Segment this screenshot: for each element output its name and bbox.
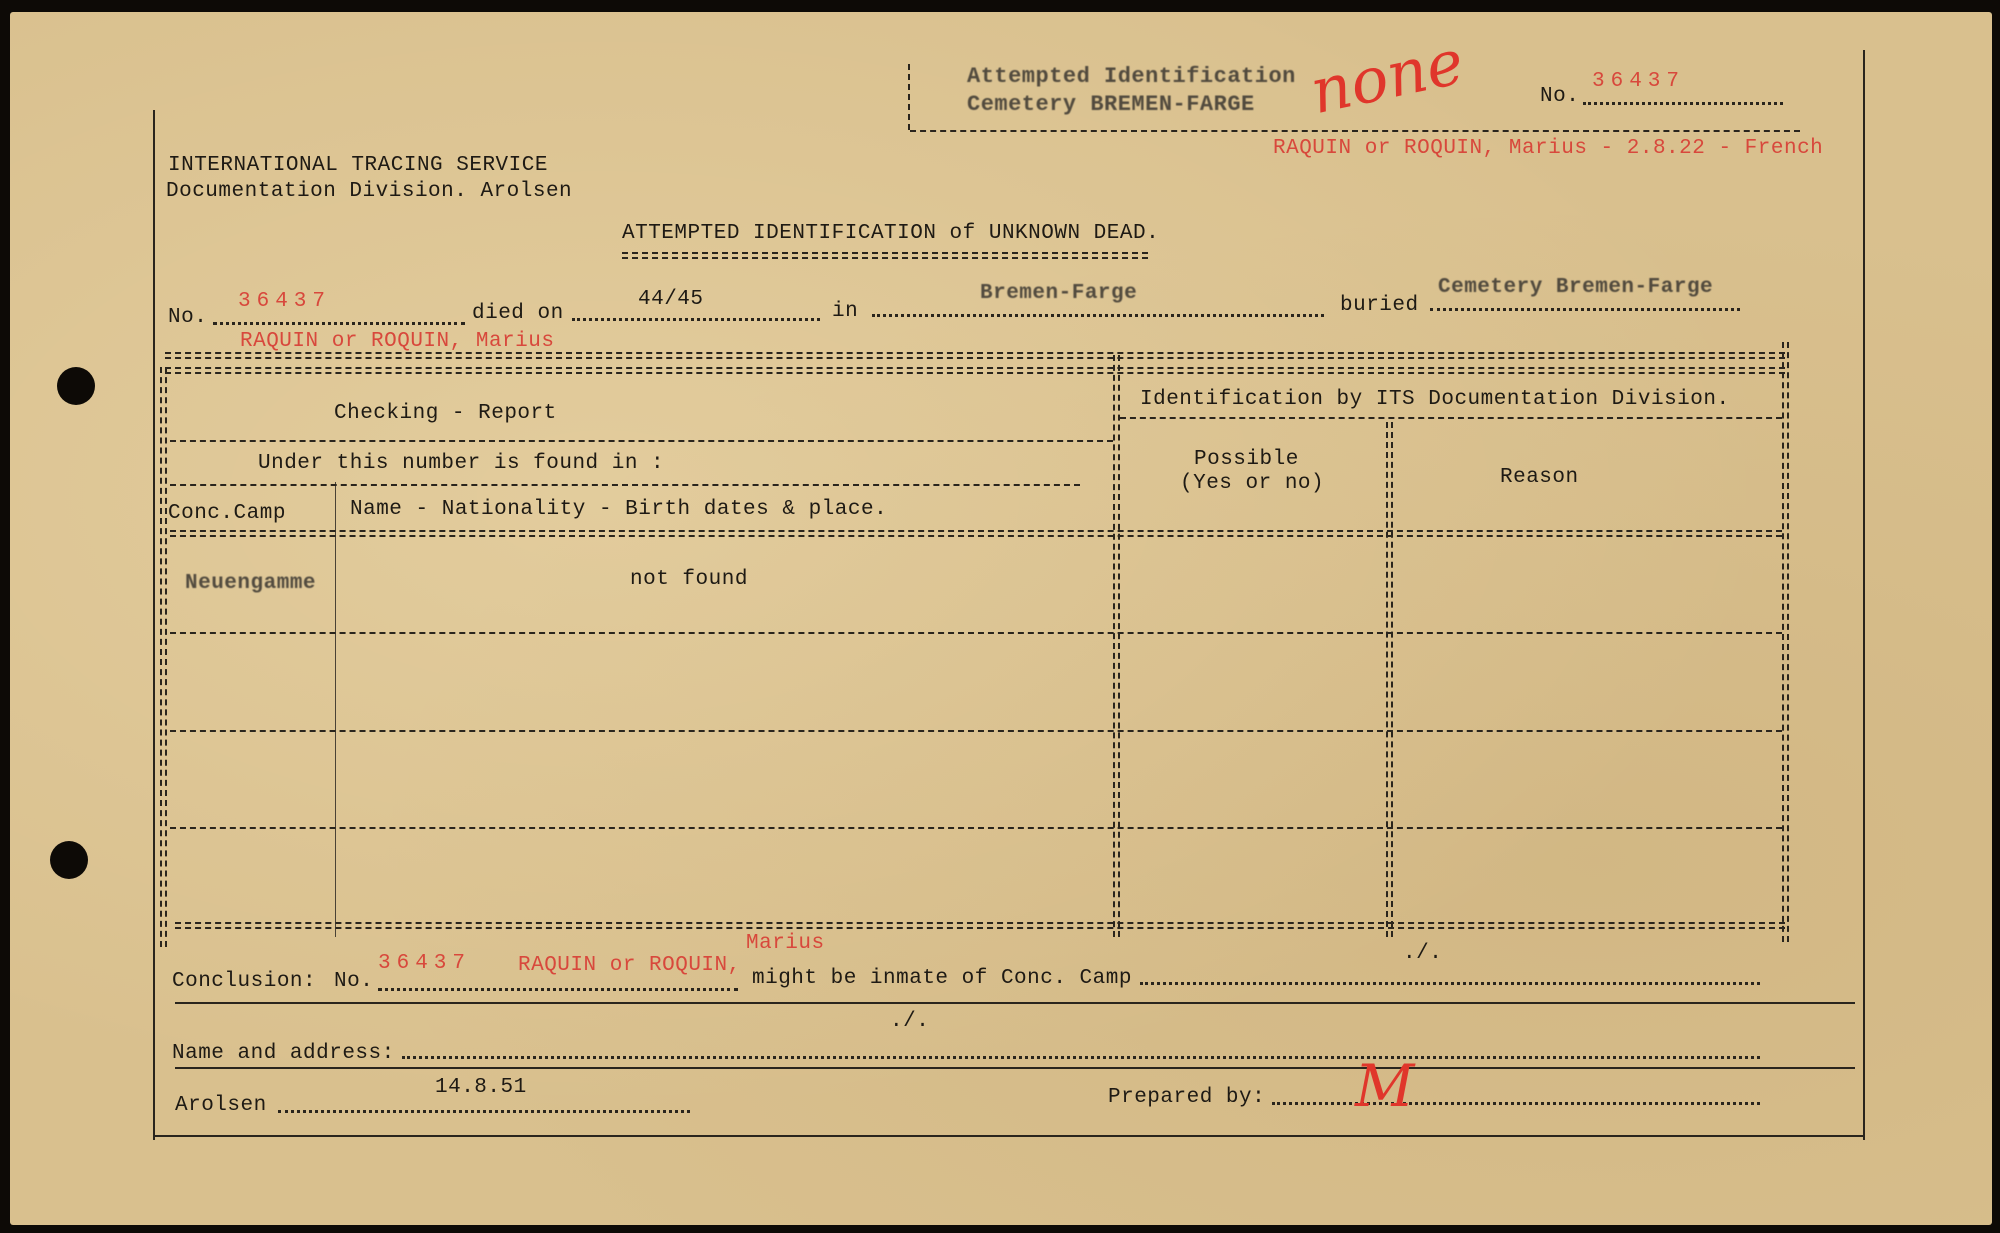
table-row-3-divider	[170, 827, 1782, 829]
table-row-1-camp: Neuengamme	[185, 572, 317, 595]
buried-dots	[1430, 308, 1740, 311]
name-address-rule	[175, 1067, 1855, 1069]
checking-report-header: Checking - Report	[334, 402, 557, 425]
conclusion-rule	[175, 1002, 1855, 1004]
column-header-underline	[170, 530, 1782, 537]
stamp-no-label: No.	[1540, 85, 1580, 108]
prepared-by-label: Prepared by:	[1108, 1086, 1266, 1109]
title-underline	[622, 252, 1148, 259]
table-bottom-border	[175, 922, 1785, 929]
in-dots	[872, 314, 1324, 317]
stamp-box-left-border	[908, 64, 910, 130]
date-value: 14.8.51	[435, 1076, 527, 1099]
conclusion-text: might be inmate of Conc. Camp	[752, 967, 1132, 990]
table-row-2-divider	[170, 730, 1782, 732]
table-mid-divider	[1113, 355, 1120, 937]
punch-hole-bottom	[50, 841, 88, 879]
org-line-1: INTERNATIONAL TRACING SERVICE	[168, 154, 548, 177]
prepared-by-dots	[1272, 1102, 1760, 1105]
frame-bottom-line	[153, 1135, 1865, 1137]
conclusion-camp-value: ./.	[1403, 942, 1443, 965]
died-dots	[572, 318, 820, 321]
conclusion-label: Conclusion:	[172, 970, 317, 993]
possible-header-line1: Possible	[1194, 448, 1299, 471]
date-dots	[278, 1110, 690, 1113]
table-top-border-2	[165, 367, 1785, 374]
conclusion-no-label: No.	[334, 970, 374, 993]
identification-header: Identification by ITS Documentation Division.	[1140, 388, 1730, 411]
punch-hole-top	[57, 367, 95, 405]
conclusion-camp-dots	[1140, 982, 1760, 985]
record-no-label: No.	[168, 306, 208, 329]
buried-value: Cemetery Bremen-Farge	[1438, 276, 1714, 299]
identification-header-underline	[1120, 417, 1782, 419]
table-top-border	[165, 352, 1785, 359]
record-no-dots	[213, 322, 465, 325]
stamp-no-dots	[1583, 102, 1783, 105]
name-address-value: ./.	[890, 1010, 930, 1033]
col-name-header: Name - Nationality - Birth dates & place.	[350, 498, 888, 521]
org-line-2: Documentation Division. Arolsen	[166, 180, 573, 203]
record-name-value: RAQUIN or ROQUIN, Marius	[240, 330, 555, 353]
table-camp-divider	[335, 482, 336, 937]
form-title: ATTEMPTED IDENTIFICATION of UNKNOWN DEAD.	[622, 222, 1160, 245]
name-address-label: Name and address:	[172, 1042, 395, 1065]
died-value: 44/45	[638, 288, 704, 311]
stamp-no-value: 36437	[1592, 70, 1686, 93]
conclusion-no-value: 36437	[378, 952, 472, 975]
frame-left-line	[153, 110, 155, 1140]
record-no-value: 36437	[238, 290, 332, 313]
table-left-border	[160, 367, 167, 947]
stamp-line-1: Attempted Identification	[967, 64, 1296, 89]
stamp-box-bottom-border	[910, 130, 1800, 132]
died-label: died on	[472, 302, 564, 325]
buried-label: buried	[1340, 294, 1419, 317]
handwritten-none-mark: none	[1304, 24, 1470, 129]
subject-line: RAQUIN or ROQUIN, Marius - 2.8.22 - French	[1273, 137, 1824, 160]
conclusion-name-value: RAQUIN or ROQUIN,	[518, 954, 741, 977]
place-label: Arolsen	[175, 1094, 267, 1117]
table-right-border	[1782, 342, 1789, 942]
checking-header-underline	[170, 440, 1113, 442]
table-possible-divider	[1386, 422, 1393, 937]
conclusion-no-dots	[378, 988, 738, 991]
table-row-1-name: not found	[630, 568, 748, 591]
under-number-text: Under this number is found in :	[258, 452, 665, 475]
prepared-by-initial: M	[1355, 1052, 1415, 1120]
table-row-1-divider	[170, 632, 1782, 634]
conclusion-name-extra: Marius	[746, 932, 825, 955]
under-number-underline	[170, 484, 1080, 486]
name-address-dots	[402, 1056, 1760, 1059]
possible-header-line2: (Yes or no)	[1180, 472, 1325, 495]
document-card	[10, 12, 1992, 1225]
in-label: in	[832, 300, 859, 323]
col-camp-header: Conc.Camp	[168, 502, 286, 525]
reason-header: Reason	[1500, 466, 1579, 489]
frame-right-line	[1863, 50, 1865, 1140]
in-value: Bremen-Farge	[980, 282, 1138, 305]
stamp-line-2: Cemetery BREMEN-FARGE	[967, 92, 1255, 117]
